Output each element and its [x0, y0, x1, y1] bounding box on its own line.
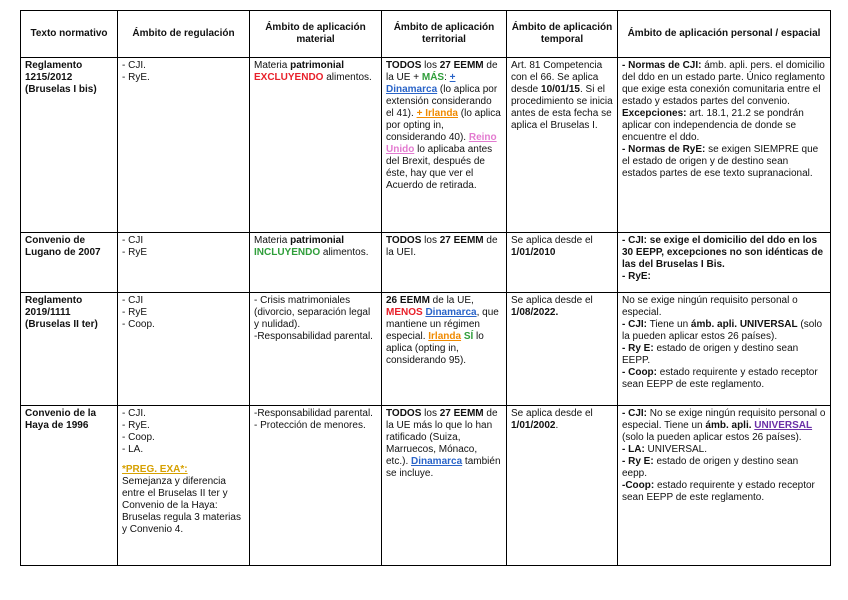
comparison-table — [20, 10, 831, 566]
document — [20, 10, 831, 566]
personal-cell: No se exige ningún requisito personal o especial. - CJI: Tiene un ámb. apli. UNIVERSAL (solo la pueden aplicar estos 26 países). - Ry E: estado de origen y destino sean EEPP. - Coop: estado requirente y estado receptor sean EEPP de este reglamento. — [618, 293, 831, 406]
regulacion-cell: - CJI. - RyE. — [118, 58, 250, 233]
regulacion-cell: - CJI - RyE - Coop. — [118, 293, 250, 406]
personal-cell: - Normas de CJI: ámb. apli. pers. el domicilio del ddo en un estado parte. Único reglamento que exige esta conexión comunitaria entre el estado y estados partes del convenio. Excepciones: art. 18.1, 21.2 se pondrán aplicar con independencia de donde se encuentre el ddo. - Normas de RyE: se exigen SIEMPRE que el estado de origen y de destino sean estados partes de ese texto supranacional. — [618, 58, 831, 233]
table-row — [21, 406, 831, 566]
header-territorial: Ámbito de aplicación territorial — [382, 11, 507, 58]
header-row — [21, 11, 831, 58]
territorial-cell: TODOS los 27 EEMM de la UE + MÁS: + Dinamarca (lo aplica por extensión considerando el 41). + Irlanda (lo aplica por opting in, considerando 40). Reino Unido lo aplicaba antes del Brexit, después de éste, hay que ver el Acuerdo de retirada. — [382, 58, 507, 233]
personal-cell: - CJI: No se exige ningún requisito personal o especial. Tiene un ámb. apli. UNIVERSAL (solo la pueden aplicar estos 26 países). - LA: UNIVERSAL. - Ry E: estado de origen y destino sean eepp. -Coop: estado requirente y estado receptor sean EEPP de este reglamento. — [618, 406, 831, 566]
material-cell: - Crisis matrimoniales (divorcio, separación legal y nulidad). -Responsabilidad parental. — [250, 293, 382, 406]
preg-exa-label: *PREG. EXA*: — [122, 464, 188, 475]
temporal-cell: Se aplica desde el 1/01/2010 — [507, 233, 618, 293]
regulacion-cell — [118, 406, 250, 566]
header-regulacion: Ámbito de regulación — [118, 11, 250, 58]
row-title: Convenio de Lugano de 2007 — [21, 233, 118, 293]
territorial-cell: TODOS los 27 EEMM de la UE más lo que lo han ratificado (Suiza, Marruecos, Mónaco, etc.). Dinamarca también se incluye. — [382, 406, 507, 566]
header-material: Ámbito de aplicación material — [250, 11, 382, 58]
header-texto-normativo: Texto normativo — [21, 11, 118, 58]
preg-exa-text: Semejanza y diferencia entre el Bruselas II ter y Convenio de la Haya: Bruselas regula 3 materias y Convenio 4. — [122, 476, 241, 535]
row-title: Convenio de la Haya de 1996 — [21, 406, 118, 566]
table-row — [21, 293, 831, 406]
table-row — [21, 58, 831, 233]
material-cell: Materia patrimonial INCLUYENDO alimentos. — [250, 233, 382, 293]
row-title: Reglamento 1215/2012 (Bruselas I bis) — [21, 58, 118, 233]
temporal-cell: Se aplica desde el 1/01/2002. — [507, 406, 618, 566]
regulacion-cell: - CJI - RyE — [118, 233, 250, 293]
header-personal: Ámbito de aplicación personal / espacial — [618, 11, 831, 58]
temporal-cell: Se aplica desde el 1/08/2022. — [507, 293, 618, 406]
territorial-cell: 26 EEMM de la UE, MENOS Dinamarca, que mantiene un régimen especial. Irlanda SÍ lo aplica (opting in, considerando 95). — [382, 293, 507, 406]
header-temporal: Ámbito de aplicación temporal — [507, 11, 618, 58]
table-row — [21, 233, 831, 293]
material-cell: -Responsabilidad parental. - Protección de menores. — [250, 406, 382, 566]
material-cell: Materia patrimonial EXCLUYENDO alimentos. — [250, 58, 382, 233]
row-title: Reglamento 2019/1111 (Bruselas II ter) — [21, 293, 118, 406]
temporal-cell: Art. 81 Competencia con el 66. Se aplica desde 10/01/15. Si el procedimiento se inicia antes de esta fecha se aplica el Bruselas I. — [507, 58, 618, 233]
regulacion-list: - CJI. - RyE. - Coop. - LA. — [122, 408, 155, 455]
personal-cell: - CJI: se exige el domicilio del ddo en los 30 EEPP, excepciones no son idénticas de las del Bruselas I Bis. - RyE: — [618, 233, 831, 293]
territorial-cell: TODOS los 27 EEMM de la UEI. — [382, 233, 507, 293]
